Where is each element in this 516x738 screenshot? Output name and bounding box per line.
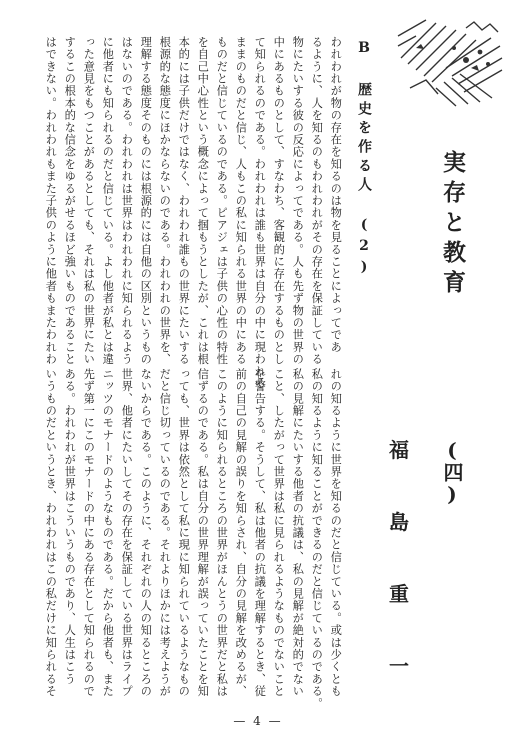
author-name [386,430,412,680]
article-title: 実存と教育 [439,150,466,300]
text-column: 中にあるものとして、すなわち、客観的に存在するものとし [272,36,286,366]
article-title-part: (四) [440,438,464,506]
text-column: こと、したがって世界は私に見られるようなものでないこと [272,368,286,698]
text-column: いうものだというとき、われわれはこの私だけに知られるそ [44,368,58,698]
text-column: 信ずるのである。私は自分の世界理解が誤っていたことを知 [196,368,210,698]
text-column: を警告する。そうして、私は他者の抗議を理解するとき、従 [253,368,267,698]
text-column: このように知られるところの世界がほんとうの世界だと私は [215,368,229,698]
text-column: 前の自己の見解の誤りを知らされ、自分の見解を改めるが、 [234,368,248,698]
text-column: ないからである。このように、それぞれの人の知るところの [139,368,153,698]
text-column: するこの根本的な信念をゆるがせるほど強いものであること [63,36,77,366]
text-column: 物にたいする彼の反応によってである。人も先ず物の世界の [291,36,305,366]
series-heading: B 歴史を作る人 (2) [356,40,372,280]
text-column: われわれが物の存在を知るのは物を見ることによってであ [329,36,343,354]
text-column: れの知るように世界を知るのだと信じている。或は少くとも [329,368,343,698]
text-column: るように、人を知るのもわれわれがその存在を保証している [310,36,324,366]
text-column: った意見をもつことがあるとしても、それは私の世界にたい [82,36,96,366]
author-char: 島 [389,510,409,534]
text-column: て知られるのである。われわれは誰も世界は自分の中に現われる [253,36,267,390]
text-column: はできない。われわれもまた子供のように他者もまたわれわ [44,36,58,366]
text-column: ままのものだと信じ、人もこの私に知られる世界の中にある [234,36,248,366]
text-column: はないのである。われわれは世界はわれわれに知られるよう [120,36,134,366]
text-column: ある。われわれが世界はこういうものであり、人生はこう [63,368,77,686]
text-column: だと信じ切っているのである。それよりほかには考えようが [158,368,172,698]
text-column: ものだと信じているのである。ピアジェは子供の心性の特性 [215,36,229,366]
text-column: を自己中心性という概念によって掴もうとしたが、これは根 [196,36,210,366]
author-char: 福 [389,438,409,462]
text-column: っても、世界は依然として私に現に知られているようなもの [177,368,191,698]
page-number: — 4 — [233,714,283,728]
decorative-illustration [396,18,506,108]
text-column: 本的には子供だけではなく、われわれ誰もの世界にたいする [177,36,191,366]
text-column: 私の見解にたいする他者の抗議は、私の見解が絶対的でない [291,368,305,698]
author-char: 一 [389,654,409,678]
text-column: 根源的な態度にほかならないのである。われわれの世界を、 [158,36,172,366]
text-column: 世界、他者にたいしてその存在を保証している世界はライプ [120,368,134,698]
text-column: ニッツのモナードのようなものである。だから他者も、また [101,368,115,698]
text-column: 私の知るように知ることができるのだと信じているのである。 [310,368,324,710]
text-column: 先ず第一にこのモナードの中にある存在として知られるので [82,368,96,698]
author-char: 重 [389,582,409,606]
text-column: に他者にも知られるのだと信じている。よし他者が私とは違 [101,36,115,366]
text-column: 理解する態度そのものには根源的には自他の区別というもの [139,36,153,366]
